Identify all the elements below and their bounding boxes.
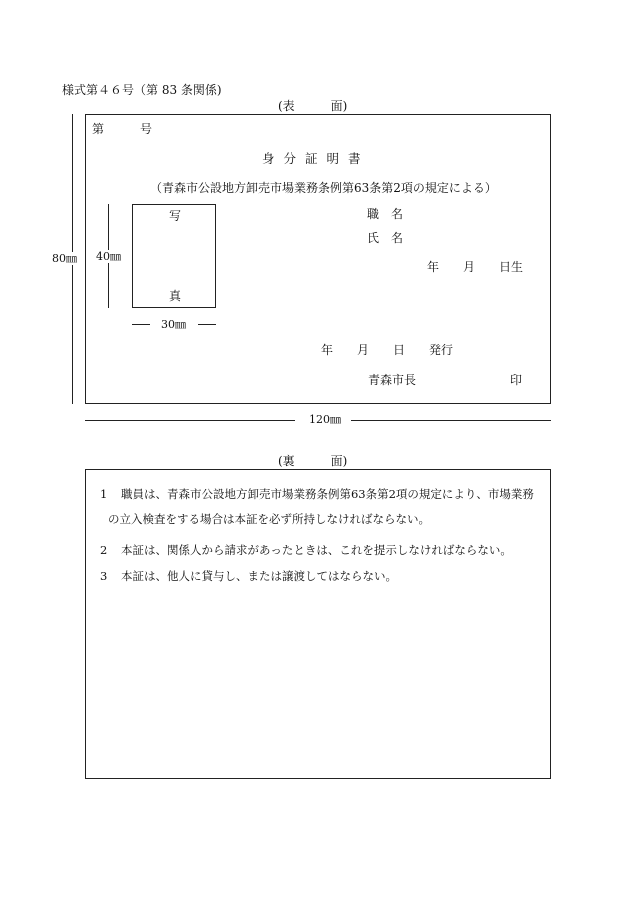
photo-width-dimension-line-left <box>132 324 150 325</box>
name-label: 氏 名 <box>367 231 404 245</box>
back-item-2 <box>100 545 512 557</box>
back-item-text: 職員は、青森市公設地方卸売市場業務条例第63条第2項の規定により、市場業務 <box>120 487 534 501</box>
photo-label-top: 写 <box>169 209 182 223</box>
card-width-label: 120㎜ <box>309 413 341 426</box>
seal-label: 印 <box>510 373 523 387</box>
back-side-label: (裏 面) <box>278 454 348 468</box>
back-item-number: 3 <box>100 569 108 583</box>
back-item-3 <box>100 571 397 583</box>
photo-width-label: 30㎜ <box>161 318 186 331</box>
back-item-number: 1 <box>100 487 108 501</box>
back-item-text: 本証は、関係人から請求があったときは、これを提示しなければならない。 <box>120 543 512 557</box>
issue-date-label: 年 月 日 発行 <box>321 343 454 357</box>
photo-label-bottom: 真 <box>169 289 182 303</box>
back-item-number: 2 <box>100 543 108 557</box>
card-title: 身分証明書 <box>262 151 370 166</box>
birth-date-label: 年 月 日生 <box>427 260 524 274</box>
photo-height-label: 40㎜ <box>96 250 121 263</box>
back-item-text: 本証は、他人に貸与し、または譲渡してはならない。 <box>120 569 397 583</box>
back-item-1-continuation: の立入検査をする場合は本証を必ず所持しなければならない。 <box>108 512 430 526</box>
photo-width-dimension-line-right <box>198 324 216 325</box>
number-label: 第 号 <box>92 122 153 136</box>
card-subtitle: （青森市公設地方卸売市場業務条例第63条第2項の規定による） <box>150 181 497 195</box>
job-title-label: 職 名 <box>367 207 404 221</box>
front-side-label: (表 面) <box>278 99 348 113</box>
card-width-dimension-line-left <box>85 420 295 421</box>
issuer-label: 青森市長 <box>368 373 417 387</box>
card-height-label: 80㎜ <box>52 252 77 265</box>
back-item-1 <box>100 489 534 501</box>
form-header: 様式第４６号（第 83 条関係) <box>62 83 222 97</box>
card-width-dimension-line-right <box>351 420 551 421</box>
